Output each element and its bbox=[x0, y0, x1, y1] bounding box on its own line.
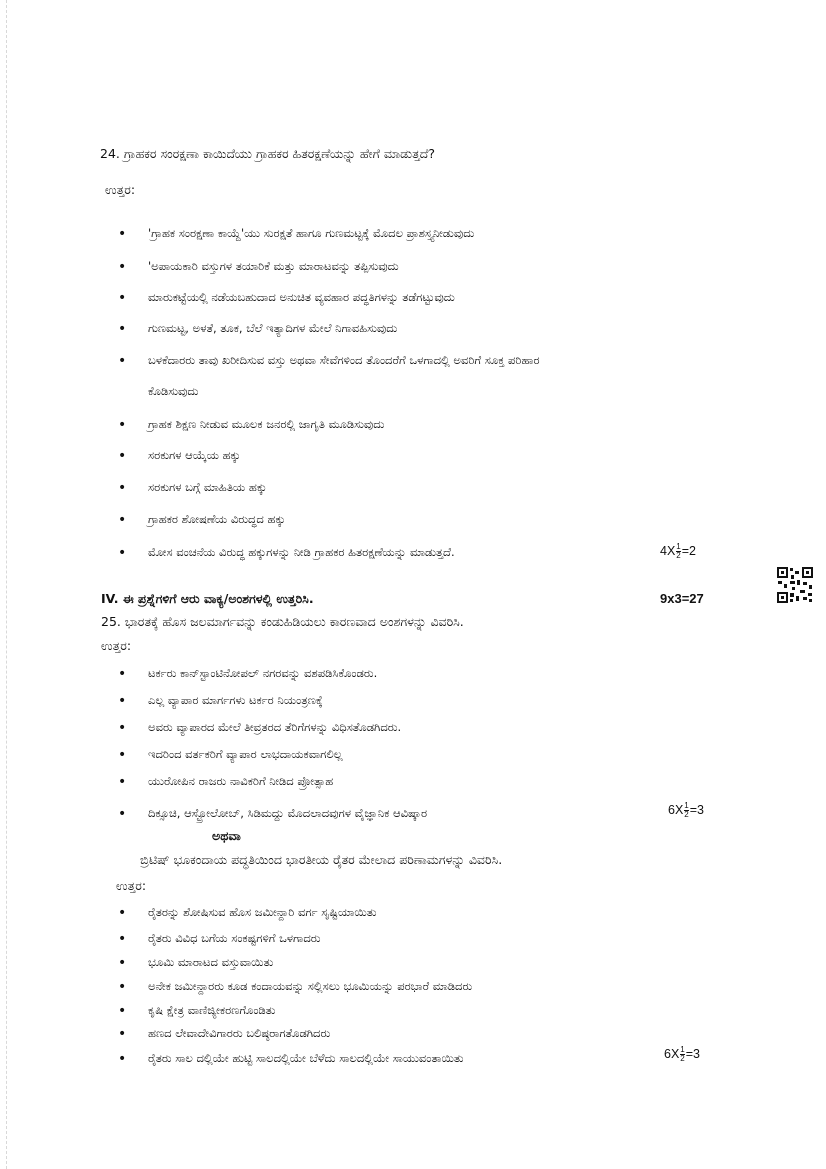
q25-alt-point-5: • ಕೃಷಿ ಕ್ಷೇತ್ರ ವಾಣಿಜ್ಯೀಕರಣಗೊಂಡಿತು bbox=[118, 1003, 276, 1019]
q25-point-2: • ಎಲ್ಲ ವ್ಯಾಪಾರ ಮಾರ್ಗಗಳು ಟರ್ಕರ ನಿಯಂತ್ರಣಕ್ಕೆ bbox=[118, 693, 323, 709]
section-4-title: IV. ಈ ಪ್ರಶ್ನೆಗಳಿಗೆ ಆರು ವಾಕ್ಯ/ಅಂಶಗಳಲ್ಲಿ ಉತ್ತರಿಸಿ. bbox=[101, 591, 314, 606]
q24-answer-label: ಉತ್ತರ: bbox=[105, 182, 136, 197]
q24-point-10: • ಮೋಸ ವಂಚನೆಯ ವಿರುದ್ಧ ಹಕ್ಕುಗಳನ್ನು ನೀಡಿ ಗ್ರಾಹಕರ ಹಿತರಕ್ಷಣೆಯನ್ನು ಮಾಡುತ್ತದೆ. bbox=[118, 545, 455, 561]
q25-point-4: • ಇದರಿಂದ ವರ್ತಕರಿಗೆ ವ್ಯಾಪಾರ ಲಾಭದಾಯಕವಾಗಲಿಲ್ಲ bbox=[118, 747, 343, 763]
q24-marks: 4X $\frac{1}{2}$ =2 bbox=[660, 542, 697, 560]
q25-alt-question: ಬ್ರಿಟಿಷ್ ಭೂಕಂದಾಯ ಪದ್ಧತಿಯಿಂದ ಭಾರತೀಯ ರೈತರ ಮೇಲಾದ ಪರಿಣಾಮಗಳನ್ನು ವಿವರಿಸಿ. bbox=[140, 852, 503, 867]
qr-code-icon bbox=[776, 566, 814, 604]
q24-point-5-cont: ಕೊಡಿಸುವುದು bbox=[148, 384, 199, 398]
q24-point-7: • ಸರಕುಗಳ ಆಯ್ಕೆಯ ಹಕ್ಕು bbox=[118, 448, 241, 464]
q24-point-8: • ಸರಕುಗಳ ಬಗ್ಗೆ ಮಾಹಿತಿಯ ಹಕ್ಕು bbox=[118, 480, 267, 496]
q25-alt-point-2: • ರೈತರು ವಿವಿಧ ಬಗೆಯ ಸಂಕಷ್ಟಗಳಿಗೆ ಒಳಗಾದರು bbox=[118, 931, 321, 947]
q24-point-9: • ಗ್ರಾಹಕರ ಶೋಷಣೆಯ ವಿರುದ್ಧದ ಹಕ್ಕು bbox=[118, 512, 286, 528]
q25-point-6: • ದಿಕ್ಸೂಚಿ, ಆಸ್ಟ್ರೋಲೋಬ್, ಸಿಡಿಮದ್ದು ಮೊದಲಾದವುಗಳ ವೈಜ್ಞಾನಿಕ ಆವಿಷ್ಕಾರ bbox=[118, 806, 428, 822]
section-4-marks: 9x3=27 bbox=[660, 591, 704, 606]
q25-alt-point-4: • ಅನೇಕ ಜಮೀನ್ದಾರರು ಕೂಡ ಕಂದಾಯವನ್ನು ಸಲ್ಲಿಸಲು ಭೂಮಿಯನ್ನು ಪರಭಾರೆ ಮಾಡಿದರು bbox=[118, 979, 473, 995]
q25-point-3: • ಅವರು ವ್ಯಾಪಾರದ ಮೇಲೆ ತೀವ್ರತರದ ತೆರಿಗೆಗಳನ್ನು ವಿಧಿಸತೊಡಗಿದರು. bbox=[118, 720, 402, 736]
page-edge-line bbox=[6, 0, 7, 1169]
q25-alt-point-3: • ಭೂಮಿ ಮಾರಾಟದ ವಸ್ತುವಾಯಿತು bbox=[118, 955, 274, 971]
q24-point-5: • ಬಳಕೆದಾರರು ತಾವು ಖರೀದಿಸುವ ವಸ್ತು ಅಥವಾ ಸೇವೆಗಳಿಂದ ತೊಂದರೆಗೆ ಒಳಗಾದಲ್ಲಿ ಅವರಿಗೆ ಸೂಕ್ತ ಪರಿಹಾರ bbox=[118, 353, 540, 369]
q24-point-3: • ಮಾರುಕಟ್ಟೆಯಲ್ಲಿ ನಡೆಯಬಹುದಾದ ಅನುಚಿತ ವ್ಯವಹಾರ ಪದ್ಧತಿಗಳನ್ನು ತಡೆಗಟ್ಟುವುದು bbox=[118, 290, 455, 306]
q25-marks: 6X $\frac{1}{2}$ =3 bbox=[668, 801, 705, 819]
q25-answer-label: ಉತ್ತರ: bbox=[101, 638, 132, 653]
q25-or-label: ಅಥವಾ bbox=[212, 828, 241, 843]
q24-question: 24. ಗ್ರಾಹಕರ ಸಂರಕ್ಷಣಾ ಕಾಯಿದೆಯು ಗ್ರಾಹಕರ ಹಿತರಕ್ಷಣೆಯನ್ನು ಹೇಗೆ ಮಾಡುತ್ತದೆ? bbox=[100, 146, 435, 161]
q24-point-4: • ಗುಣಮಟ್ಟ, ಅಳತೆ, ತೂಕ, ಬೆಲೆ ಇತ್ಯಾದಿಗಳ ಮೇಲೆ ನಿಗಾವಹಿಸುವುದು bbox=[118, 321, 398, 337]
q25-alt-point-1: • ರೈತರನ್ನು ಶೋಷಿಸುವ ಹೊಸ ಜಮೀನ್ದಾರಿ ವರ್ಗ ಸೃಷ್ಟಿಯಾಯಿತು bbox=[118, 905, 377, 921]
q25-point-1: • ಟರ್ಕರು ಕಾನ್‌ಸ್ಟಾಂಟಿನೋಪಲ್ ನಗರವನ್ನು ವಶಪಡಿಸಿಕೊಂಡರು. bbox=[118, 666, 378, 682]
q24-point-2: • 'ಅಪಾಯಕಾರಿ ವಸ್ತುಗಳ ತಯಾರಿಕೆ ಮತ್ತು ಮಾರಾಟವನ್ನು ತಪ್ಪಿಸುವುದು bbox=[118, 259, 399, 275]
q25-question: 25. ಭಾರತಕ್ಕೆ ಹೊಸ ಜಲಮಾರ್ಗವನ್ನು ಕಂಡುಹಿಡಿಯಲು ಕಾರಣವಾದ ಅಂಶಗಳನ್ನು ವಿವರಿಸಿ. bbox=[101, 614, 464, 629]
q25-alt-point-6: • ಹಣದ ಲೇವಾದೇವಿಗಾರರು ಬಲಿಷ್ಠರಾಗತೊಡಗಿದರು bbox=[118, 1026, 331, 1042]
q25-alt-answer-label: ಉತ್ತರ: bbox=[116, 878, 147, 893]
q25-alt-marks: 6X $\frac{1}{2}$ =3 bbox=[664, 1045, 701, 1063]
q24-point-6: • ಗ್ರಾಹಕ ಶಿಕ್ಷಣ ನೀಡುವ ಮೂಲಕ ಜನರಲ್ಲಿ ಜಾಗೃತಿ ಮೂಡಿಸುವುದು bbox=[118, 417, 385, 433]
q25-alt-point-7: • ರೈತರು ಸಾಲ ದಲ್ಲಿಯೇ ಹುಟ್ಟಿ ಸಾಲದಲ್ಲಿಯೇ ಬೆಳೆದು ಸಾಲದಲ್ಲಿಯೇ ಸಾಯುವಂತಾಯಿತು bbox=[118, 1051, 464, 1067]
q24-point-1: • 'ಗ್ರಾಹಕ ಸಂರಕ್ಷಣಾ ಕಾಯ್ದೆ'ಯು ಸುರಕ್ಷತೆ ಹಾಗೂ ಗುಣಮಟ್ಟಕ್ಕೆ ಮೊದಲ ಪ್ರಾಶಸ್ತ್ಯನೀಡುವುದು bbox=[118, 226, 475, 242]
q25-point-5: • ಯುರೋಪಿನ ರಾಜರು ನಾವಿಕರಿಗೆ ನೀಡಿದ ಪ್ರೋತ್ಸಾಹ bbox=[118, 774, 334, 790]
